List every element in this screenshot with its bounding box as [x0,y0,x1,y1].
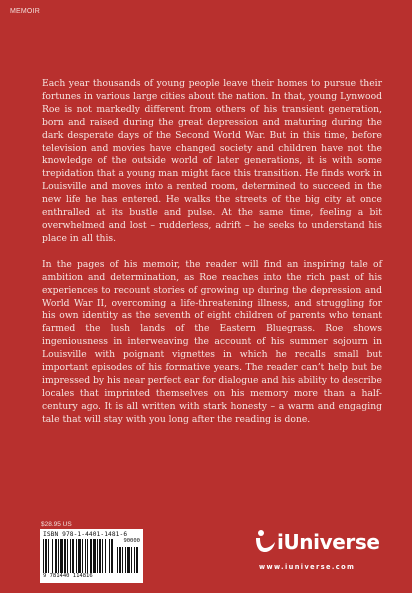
genre-label: MEMOIR [10,8,40,15]
blurb-paragraph-2: In the pages of his memoir, the reader will find an inspiring tale of ambition and determination, as Roe reaches into the rich past of his experiences to recount stories of growing up during the depression and World War II, overcoming a life-threatening illness, and struggling for his own identity as the seventh of eight children of parents who tenant farmed the lush lands of the Eastern Bluegrass. Roe shows ingeniousness in interweaving the account of his summer sojourn in Louisville with poignant vignettes in which he recalls small but important episodes of his formative years. The reader can’t help but be impressed by his near perfect ear for dialogue and his ability to describe locales that imprinted themselves on his memory more than a half-century ago. It is all written with stark honesty – a warm and engaging tale that will stay with you long after the reading is done. [42,258,382,425]
ean-digits: 9 781440 114816 [43,573,93,579]
isbn-text: ISBN 978-1-4401-1481-6 [43,531,128,538]
barcode-bars [43,539,140,573]
isbn-barcode [40,529,143,583]
blurb-paragraph-1: Each year thousands of young people leave their homes to pursue their fortunes in various large cities about the nation. In that, young Lynwood Roe is not markedly different from others of his transient generation, born and raised during the great depression and maturing during the dark desperate days of the Second World War. But in this time, before television and movies have changed society and children have not the knowledge of the outside world of later generations, it is with some trepidation that a young man might face this transition. He finds work in Louisville and moves into a rented room, determined to succeed in the new life he has entered. He walks the streets of the big city at once enthralled at its bustle and pulse. At the same time, feeling a bit overwhelmed and lost – rudderless, adrift – he seeks to understand his place in all this. [42,78,382,244]
iuniverse-swoosh-icon [253,529,277,555]
publisher-name: iUniverse [277,530,380,554]
price-label: $28.95 US [41,521,72,528]
blurb [42,78,382,440]
addon-code: 90000 [123,538,140,544]
publisher-url: www.iuniverse.com [259,563,356,571]
